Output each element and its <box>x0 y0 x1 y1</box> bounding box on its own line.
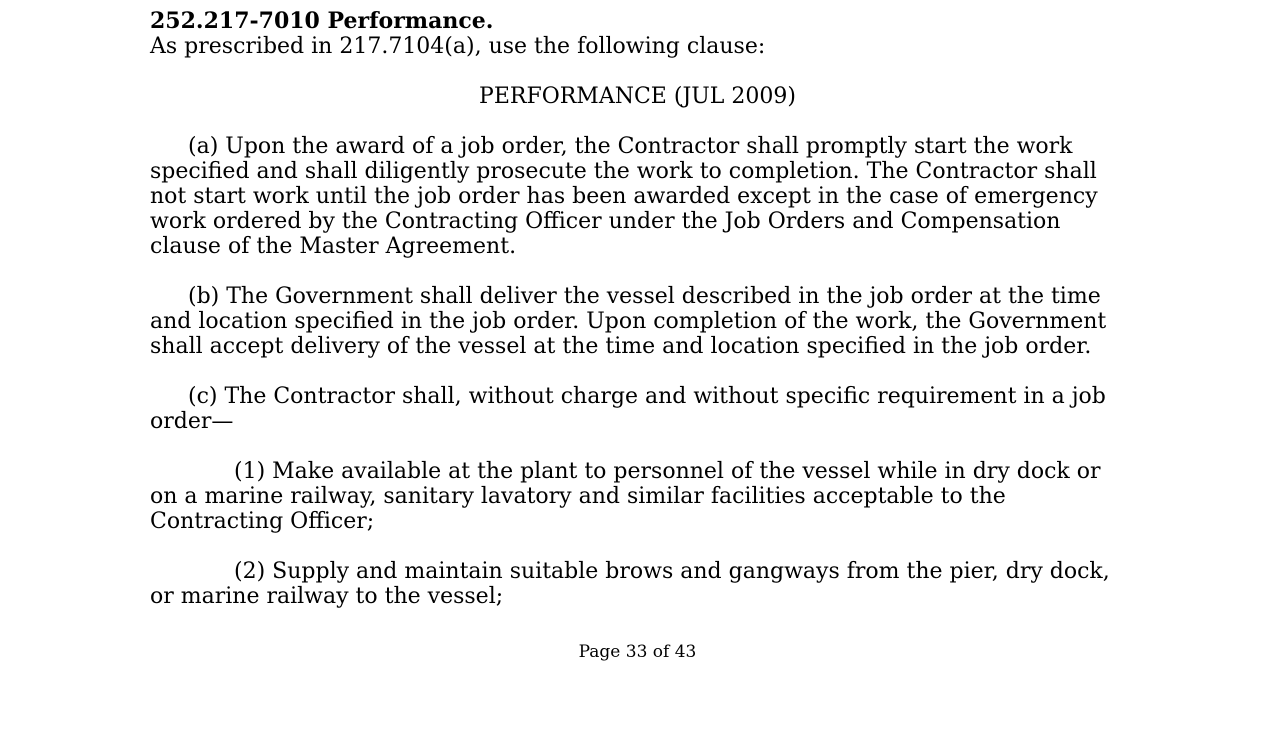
prescription-text: As prescribed in 217.7104(a), use the following clause: <box>150 34 766 59</box>
paragraph-a: (a) Upon the award of a job order, the Contractor shall promptly start the work specified and shall diligently prosecute the work to completion. The Contractor shall not start work until the job order has been awarded except in the case of emergency work ordered by the Contracting Officer under the Job Orders and Compensation clause of the Master Agreement. <box>150 134 1098 259</box>
document-page <box>150 8 1125 609</box>
clause-title: PERFORMANCE (JUL 2009) <box>479 84 796 109</box>
paragraph-c1: (1) Make available at the plant to personnel of the vessel while in dry dock or on a marine railway, sanitary lavatory and similar facilities acceptable to the Contracting Officer; <box>150 459 1101 534</box>
paragraph-c2: (2) Supply and maintain suitable brows and gangways from the pier, dry dock, or marine railway to the vessel; <box>150 559 1110 609</box>
paragraph-b: (b) The Government shall deliver the vessel described in the job order at the time and location specified in the job order. Upon completion of the work, the Government shall accept delivery of the vessel at the time and location specified in the job order. <box>150 284 1107 359</box>
clause-heading: 252.217-7010 Performance. <box>150 8 494 34</box>
page-number: Page 33 of 43 <box>578 642 697 662</box>
paragraph-c: (c) The Contractor shall, without charge and without specific requirement in a job order— <box>150 384 1106 434</box>
